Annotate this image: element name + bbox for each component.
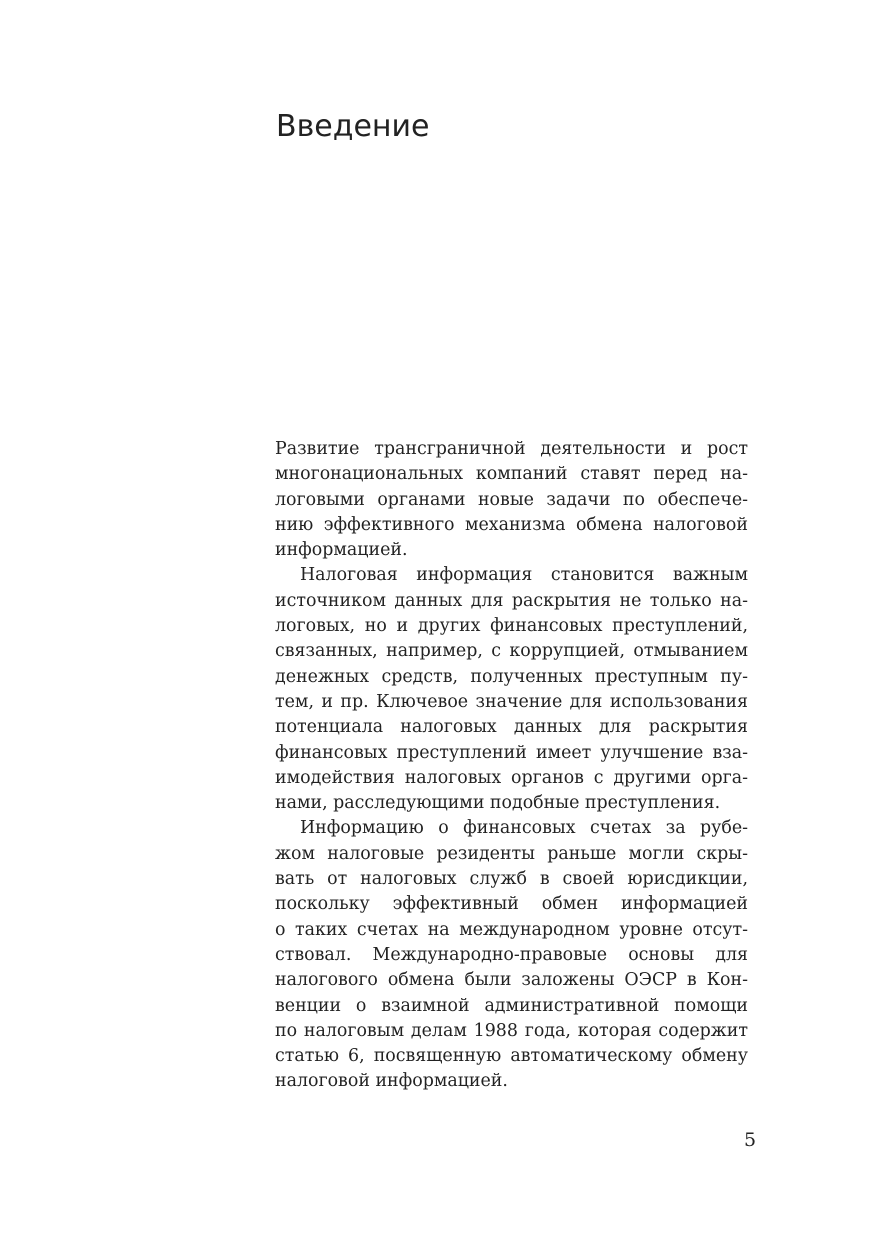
text-line: Развитие трансграничной деятельности и рост bbox=[275, 439, 748, 459]
text-line: денежных средств, полученных преступным пу- bbox=[275, 666, 748, 687]
text-line: информацией. bbox=[275, 540, 408, 561]
page-number: 5 bbox=[744, 1129, 757, 1151]
text-line: логовых, но и других финансовых преступлений, bbox=[275, 616, 748, 637]
page-title: Введение bbox=[276, 109, 430, 144]
text-line: налоговой информацией. bbox=[275, 1071, 508, 1092]
text-line: многонациональных компаний ставят перед на- bbox=[275, 464, 748, 485]
text-line: источником данных для раскрытия не только на- bbox=[275, 590, 748, 611]
text-line: Налоговая информация становится важным bbox=[300, 565, 748, 586]
paragraph-2 bbox=[275, 563, 748, 816]
text-line: вать от налоговых служб в своей юрисдикции, bbox=[275, 869, 748, 890]
text-line: жом налоговые резиденты раньше могли скры- bbox=[275, 843, 748, 864]
text-line: нами, расследующими подобные преступления. bbox=[275, 793, 721, 814]
text-line: Информацию о финансовых счетах за рубе- bbox=[300, 818, 748, 839]
text-line: статью 6, посвященную автоматическому обмену bbox=[275, 1046, 748, 1067]
text-line: логовыми органами новые задачи по обеспече- bbox=[275, 489, 748, 510]
text-line: налогового обмена были заложены ОЭСР в Кон- bbox=[275, 970, 748, 991]
text-line: нию эффективного механизма обмена налоговой bbox=[275, 514, 748, 535]
text-line: тем, и пр. Ключевое значение для использования bbox=[275, 691, 748, 712]
text-line: венции о взаимной административной помощи bbox=[275, 995, 748, 1016]
text-line: о таких счетах на международном уровне отсут- bbox=[275, 919, 748, 940]
text-line: потенциала налоговых данных для раскрытия bbox=[275, 717, 748, 738]
text-line: финансовых преступлений имеет улучшение вза- bbox=[275, 742, 748, 763]
text-line: связанных, например, с коррупцией, отмыванием bbox=[275, 641, 748, 662]
paragraph-3 bbox=[275, 816, 748, 1094]
text-line: ствовал. Международно-правовые основы для bbox=[275, 944, 748, 965]
text-line: по налоговым делам 1988 года, которая содержит bbox=[275, 1020, 748, 1041]
text-line: имодействия налоговых органов с другими орга- bbox=[275, 767, 748, 788]
paragraph-1 bbox=[275, 437, 748, 563]
text-line: поскольку эффективный обмен информацией bbox=[275, 894, 748, 915]
body-text bbox=[275, 437, 748, 1095]
